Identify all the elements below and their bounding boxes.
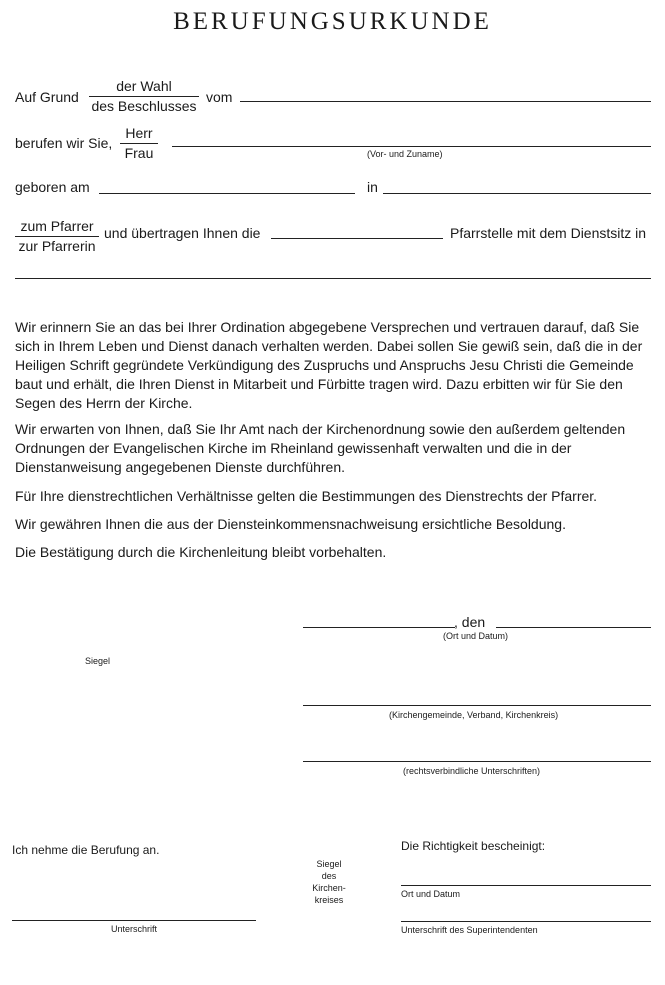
name-field-line[interactable] xyxy=(172,146,651,147)
ort-und-datum-caption: Ort und Datum xyxy=(401,889,461,899)
superintendent-caption: Unterschrift des Superintendenten xyxy=(401,925,538,935)
body-paragraph-4: Wir gewähren Ihnen die aus der Diensteinkommensnachweisung ersichtliche Besoldung. xyxy=(15,516,566,532)
name-caption: (Vor- und Zuname) xyxy=(367,149,443,159)
acceptance-signature-line[interactable] xyxy=(12,920,256,921)
birthplace-field-line[interactable] xyxy=(383,193,651,194)
row4-suffix: Pfarrstelle mit dem Dienstsitz in xyxy=(450,225,647,241)
birthdate-field-line[interactable] xyxy=(99,193,355,194)
ort-datum-caption: (Ort und Datum) xyxy=(443,631,509,641)
in-label: in xyxy=(367,179,378,195)
unterschrift-caption: Unterschrift xyxy=(111,924,158,934)
row1-options xyxy=(89,77,199,115)
ort-datum-line[interactable] xyxy=(401,885,651,886)
dienstsitz-field-line[interactable] xyxy=(15,278,651,279)
row2-option-bottom: Frau xyxy=(124,145,154,161)
den-label: , den xyxy=(454,614,486,630)
date-signature-line[interactable] xyxy=(496,627,651,628)
row1-option-top: der Wahl xyxy=(89,77,199,97)
row2-option-top: Herr xyxy=(120,124,158,144)
superintendent-signature-line[interactable] xyxy=(401,921,651,922)
body-paragraph-3: Für Ihre dienstrechtlichen Verhältnisse gelten die Bestimmungen des Dienstrechts der Pfarrer. xyxy=(15,488,598,504)
row4-options xyxy=(15,217,99,255)
row1-option-bottom: des Beschlusses xyxy=(91,98,197,114)
born-label: geboren am xyxy=(15,179,90,195)
date-field-line[interactable] xyxy=(240,101,651,102)
body-paragraph-1: Wir erinnern Sie an das bei Ihrer Ordination abgegebene Versprechen und vertrauen darauf, daß Sie sich in Ihrem Leben und Dienst danach verhalten werden. Dabei sollen Sie gewiß sein, daß die in der Heiligen Schrift gegründete Verkündigung des Zuspruchs und Anspruchs Jesu Christi die Gemeinde baut und erhält, die Ihren Dienst in Mitarbeit und Fürbitte tragen wird. Dazu erbitten wir für Sie den Segen des Herrn der Kirche. xyxy=(15,319,643,411)
row4-option-bottom: zur Pfarrerin xyxy=(18,238,96,254)
row1-suffix: vom xyxy=(206,89,233,105)
row2-prefix: berufen wir Sie, xyxy=(15,135,113,151)
signatures-line[interactable] xyxy=(303,761,651,762)
richtigkeit-text: Die Richtigkeit bescheinigt: xyxy=(401,839,546,853)
row1-prefix: Auf Grund xyxy=(15,89,79,105)
page-title: BERUFUNGSURKUNDE xyxy=(173,8,492,35)
accept-text: Ich nehme die Berufung an. xyxy=(12,843,160,857)
siegel-label: Siegel xyxy=(85,656,111,666)
body-paragraph-5: Die Bestätigung durch die Kirchenleitung bleibt vorbehalten. xyxy=(15,544,387,560)
place-field-line[interactable] xyxy=(303,627,455,628)
kirchengemeinde-caption: (Kirchengemeinde, Verband, Kirchenkreis) xyxy=(389,710,559,720)
row4-option-top: zum Pfarrer xyxy=(15,217,99,237)
unterschriften-caption: (rechtsverbindliche Unterschriften) xyxy=(403,766,541,776)
pfarrstelle-field-line[interactable] xyxy=(271,238,443,239)
siegel-kirchenkreis: Siegel des Kirchen- kreises xyxy=(312,859,346,905)
body-paragraph-2: Wir erwarten von Ihnen, daß Sie Ihr Amt nach der Kirchenordnung sowie den außerdem geltenden Ordnungen der Evangelischen Kirche im Rheinland gewissenhaft verwalten und die in der Dienstanweisung angegebenen Dienste durchführen. xyxy=(15,421,626,475)
kirchengemeinde-line[interactable] xyxy=(303,705,651,706)
row2-options xyxy=(120,124,158,162)
row4-middle: und übertragen Ihnen die xyxy=(104,225,261,241)
